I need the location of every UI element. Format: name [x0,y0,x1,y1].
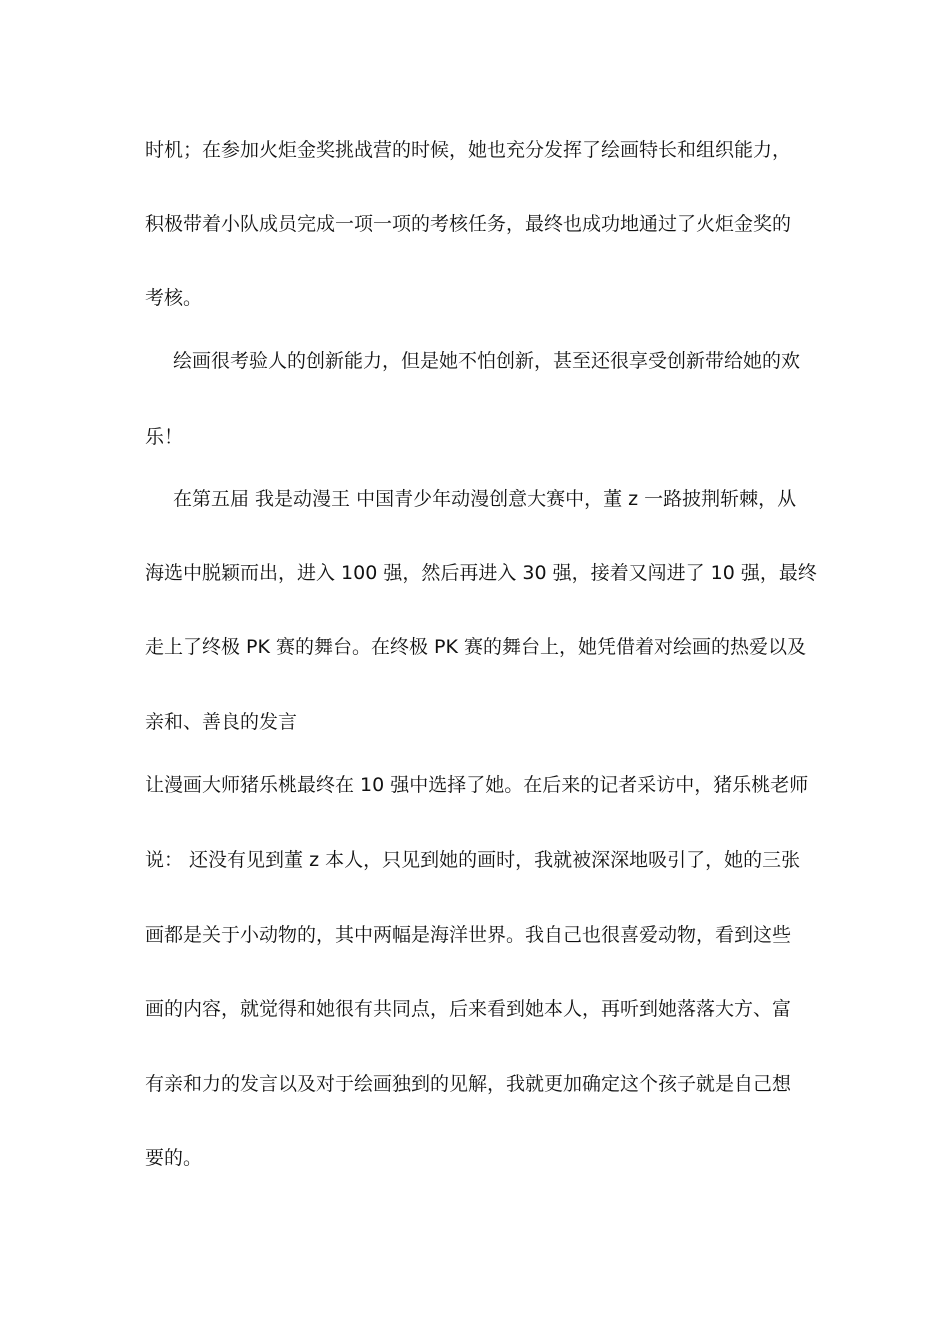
text-line: 积极带着小队成员完成一项一项的考核任务，最终也成功地通过了火炬金奖的 [145,213,792,235]
paragraph-first-line: 在第五届 我是动漫王 中国青少年动漫创意大赛中，董 z 一路披荆斩棘，从 [173,488,797,510]
text-line: 要的。 [145,1147,203,1169]
text-line: 画的内容，就觉得和她很有共同点，后来看到她本人，再听到她落落大方、富 [145,998,792,1020]
text-line: 走上了终极 PK 赛的舞台。在终极 PK 赛的舞台上，她凭借着对绘画的热爱以及 [145,636,806,658]
text-line: 乐！ [145,426,184,448]
text-line: 说： 还没有见到董 z 本人，只见到她的画时，我就被深深地吸引了，她的三张 [145,849,801,871]
paragraph-first-line: 绘画很考验人的创新能力，但是她不怕创新，甚至还很享受创新带给她的欢 [173,350,801,372]
text-line: 亲和、善良的发言 [145,711,298,733]
text-line: 考核。 [145,287,203,309]
text-line: 画都是关于小动物的，其中两幅是海洋世界。我自己也很喜爱动物，看到这些 [145,924,792,946]
text-line: 海选中脱颖而出，进入 100 强，然后再进入 30 强，接着又闯进了 10 强，最终 [145,562,817,584]
text-line: 时机；在参加火炬金奖挑战营的时候，她也充分发挥了绘画特长和组织能力， [145,139,792,161]
text-line: 让漫画大师猪乐桃最终在 10 强中选择了她。在后来的记者采访中，猪乐桃老师 [145,774,809,796]
text-line: 有亲和力的发言以及对于绘画独到的见解，我就更加确定这个孩子就是自己想 [145,1073,792,1095]
